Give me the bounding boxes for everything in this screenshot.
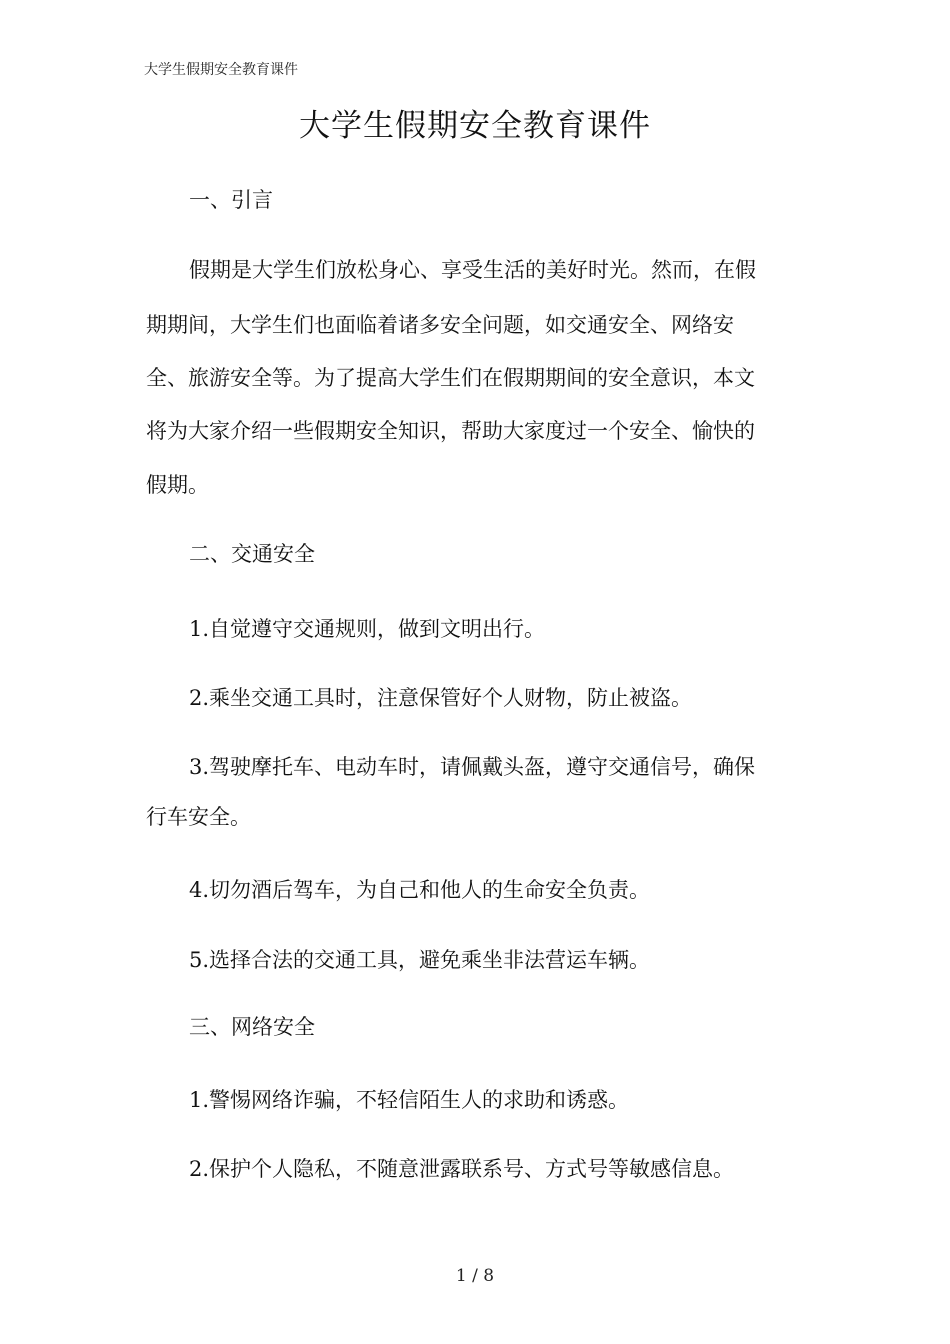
- list-item: 3.驾驶摩托车、电动车时，请佩戴头盔，遵守交通信号，确保: [189, 755, 756, 779]
- intro-line: 将为大家介绍一些假期安全知识，帮助大家度过一个安全、愉快的: [146, 419, 755, 443]
- section-heading-intro: 一、引言: [189, 188, 273, 212]
- intro-line: 假期。: [146, 473, 209, 497]
- intro-line: 假期是大学生们放松身心、享受生活的美好时光。然而，在假: [189, 258, 756, 282]
- list-item: 5.选择合法的交通工具，避免乘坐非法营运车辆。: [189, 948, 651, 972]
- document-title: 大学生假期安全教育课件: [299, 108, 651, 144]
- section-heading-network: 三、网络安全: [189, 1015, 315, 1039]
- running-header: 大学生假期安全教育课件: [144, 62, 298, 78]
- list-item: 4.切勿酒后驾车，为自己和他人的生命安全负责。: [189, 878, 651, 902]
- list-item: 2.乘坐交通工具时，注意保管好个人财物，防止被盗。: [189, 686, 693, 710]
- list-item: 2.保护个人隐私，不随意泄露联系号、方式号等敏感信息。: [189, 1157, 735, 1181]
- list-item: 1.自觉遵守交通规则，做到文明出行。: [189, 617, 546, 641]
- intro-line: 全、旅游安全等。为了提高大学生们在假期期间的安全意识，本文: [146, 366, 755, 390]
- intro-line: 期期间，大学生们也面临着诸多安全问题，如交通安全、网络安: [146, 313, 734, 337]
- list-item: 1.警惕网络诈骗，不轻信陌生人的求助和诱惑。: [189, 1088, 630, 1112]
- list-item-continuation: 行车安全。: [146, 805, 251, 829]
- page-number: 1 / 8: [455, 1266, 495, 1286]
- section-heading-traffic: 二、交通安全: [189, 542, 315, 566]
